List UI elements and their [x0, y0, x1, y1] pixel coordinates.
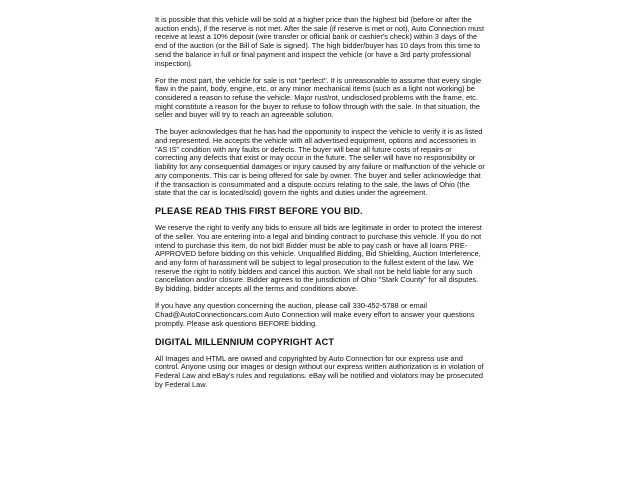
- heading-read-before-bid: PLEASE READ THIS FIRST BEFORE YOU BID.: [155, 206, 363, 217]
- paragraph-as-is-acknowledgement: The buyer acknowledges that he has had the opportunity to inspect the vehicle to verify it is as listed and represented. He accepts the vehicle with all advertised equipment, options and accessories in "AS IS" condition with any faults or defects. The buyer will bear all future costs of repairs or correcting any defects that exist or may occur in the future. The seller will have no responsibility or liability for any consequential damages or injury caused by any failure or malfunction of the vehicle or any components. This car is being offered for sale by owner. The buyer and seller acknowledge that if the transaction is consummated and a dispute occurs relating to the sale, the laws of Ohio (the state that the car is located/sold) govern the rights and duties under the agreement.: [155, 127, 485, 198]
- paragraph-contact-info: If you have any question concerning the auction, please call 330-452-5788 or email Chad@AutoConnectioncars.com Auto Connection will make every effort to answer your questions promptly. Please ask questions BEFORE bidding.: [155, 301, 475, 328]
- paragraph-bid-verification: We reserve the right to verify any bids to ensure all bids are legitimate in order to protect the interest of the seller. You are entering into a legal and binding contract to purchase this vehicle. If you do not intend to purchase this item, do not bid! Bidder must be able to pay cash or have all loans PRE-APPROVED before bidding on this vehicle. Unqualified Bidding, Bid Shielding, Auction Interference, and any form of harassment will be subject to legal prosecution to the fullest extent of the law. We reserve the right to notify bidders and cancel this auction. We shall not be held liable for any such cancellation and/or closure. Bidder agrees to the jurisdiction of Ohio "Stark County" for all disputes. By bidding, bidder accepts all the terms and conditions above.: [155, 223, 482, 294]
- paragraph-vehicle-condition: For the most part, the vehicle for sale is not "perfect". It is unreasonable to assume that every single flaw in the paint, body, engine, etc. or any minor mechanical items (such as a light not working) be considered a reason to refuse the vehicle. Major rust/rot, undisclosed problems with the frame, etc. might constitute a reason for the buyer to refuse to follow through with the sale. In that situation, the seller and buyer will try to reach an agreeable solution.: [155, 75, 482, 120]
- heading-dmca: DIGITAL MILLENNIUM COPYRIGHT ACT: [155, 336, 335, 347]
- auction-terms-document: [155, 16, 485, 398]
- paragraph-sale-deposit-terms: It is possible that this vehicle will be sold at a higher price than the highest bid (before or after the auction ends), if the reserve is not met. After the sale (if reserve is met or not), Auto Connection must receive at least a 10% deposit (wire transfer or official bank or cashier's check) within 3 days of the end of the auction (or the Bill of Sale is signed). The high bidder/buyer has 10 days from this time to send the balance in full or final payment and inspect the vehicle (or have a 3rd party professional inspection).: [155, 15, 485, 68]
- paragraph-copyright-notice: All Images and HTML are owned and copyrighted by Auto Connection for our express use and control. Anyone using our images or design without our express written authorization is in violation of Federal Law and eBay's rules and regulations. eBay will be notified and violators may be prosecuted by Federal Law.: [155, 353, 484, 389]
